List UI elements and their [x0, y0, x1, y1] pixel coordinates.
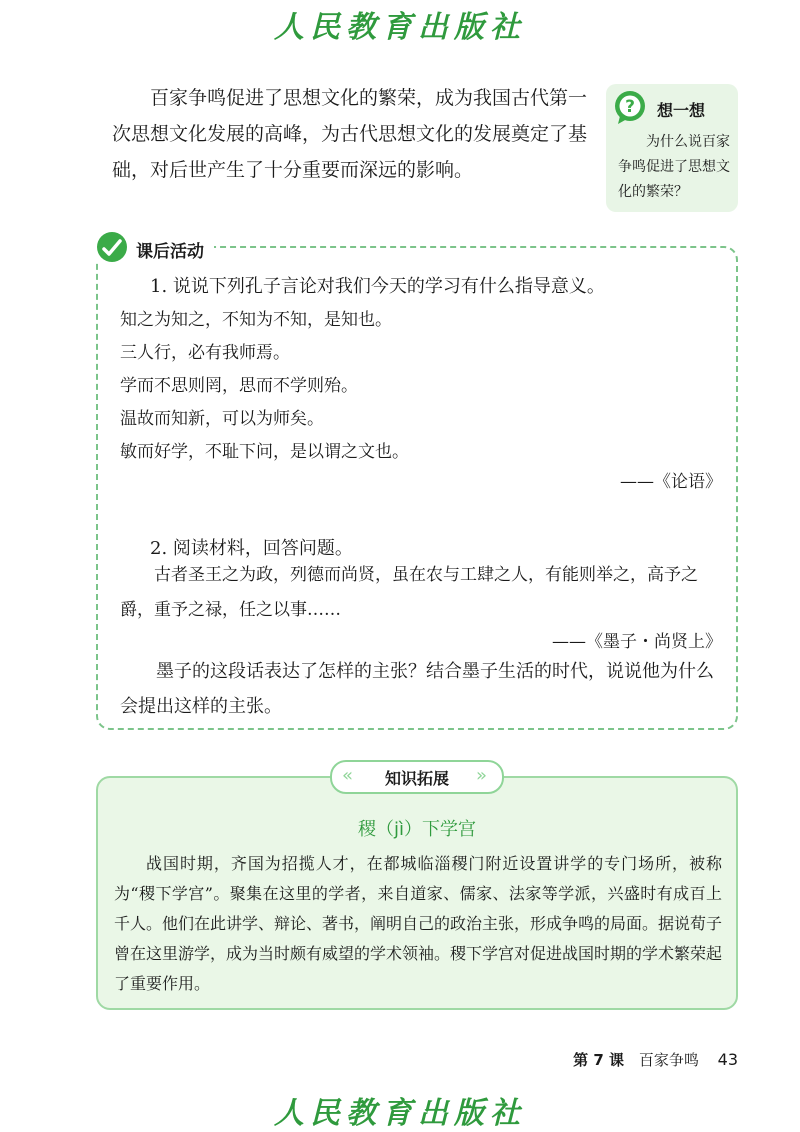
pencil-check-icon [95, 230, 129, 264]
think-title: 想一想 [657, 101, 706, 120]
think-question: 为什么说百家争鸣促进了思想文化的繁荣？ [618, 134, 730, 200]
footer-lesson: 第 7 课 [573, 1051, 625, 1069]
confucius-quote: 学而不思则罔，思而不学则殆。 [120, 376, 358, 396]
knowledge-text: 战国时期，齐国为招揽人才，在都城临淄稷门附近设置讲学的专门场所，被称为“稷下学宫”。聚集在这里的学者，来自道家、儒家、法家等学派，兴盛时有成百上千人。他们在此讲学、辩论、著书，阐明自己的政治主张，形成争鸣的局面。据说荀子曾在这里游学，成为当时颇有威望的学术领袖。稷下学宫对促进战国时期的学术繁荣起了重要作用。 [114, 854, 723, 993]
confucius-quote: 知之为知之，不知为不知，是知也。 [120, 310, 392, 330]
question-2-text: 墨子的这段话表达了怎样的主张？结合墨子生活的时代，说说他为什么会提出这样的主张。 [120, 661, 714, 717]
quote-source-lunyu: ——《论语》 [620, 472, 722, 492]
knowledge-tab-label: 知识拓展 [384, 769, 449, 788]
confucius-quote: 三人行，必有我师焉。 [120, 343, 290, 363]
question-bubble-icon [612, 90, 648, 126]
publisher-footer: 人民教育出版社 [274, 1096, 526, 1131]
confucius-quote: 敏而好学，不耻下问，是以谓之文也。 [120, 442, 409, 462]
publisher-header: 人民教育出版社 [274, 10, 526, 45]
page-number: 43 [717, 1050, 738, 1069]
double-chevron-left-icon: « [342, 765, 354, 786]
double-chevron-right-icon: » [476, 765, 488, 786]
page-footer [573, 1049, 738, 1070]
footer-lesson-title: 百家争鸣 [638, 1051, 699, 1069]
svg-text:?: ? [625, 97, 635, 117]
mozi-material: 古者圣王之为政，列德而尚贤，虽在农与工肆之人，有能则举之，高予之爵，重予之禄，任之以事…… [120, 565, 698, 620]
question-2-prompt: 2. 阅读材料，回答问题。 [150, 538, 353, 559]
quote-source-mozi: ——《墨子・尚贤上》 [552, 632, 722, 652]
activity-title: 课后活动 [136, 242, 204, 262]
confucius-quote: 温故而知新，可以为师矣。 [120, 409, 324, 429]
knowledge-title: 稷（jì）下学宫 [357, 819, 476, 840]
intro-paragraph: 百家争鸣促进了思想文化的繁荣，成为我国古代第一次思想文化发展的高峰，为古代思想文化的发展奠定了基础，对后世产生了十分重要而深远的影响。 [112, 87, 588, 181]
question-1-prompt: 1. 说说下列孔子言论对我们今天的学习有什么指导意义。 [150, 276, 605, 297]
